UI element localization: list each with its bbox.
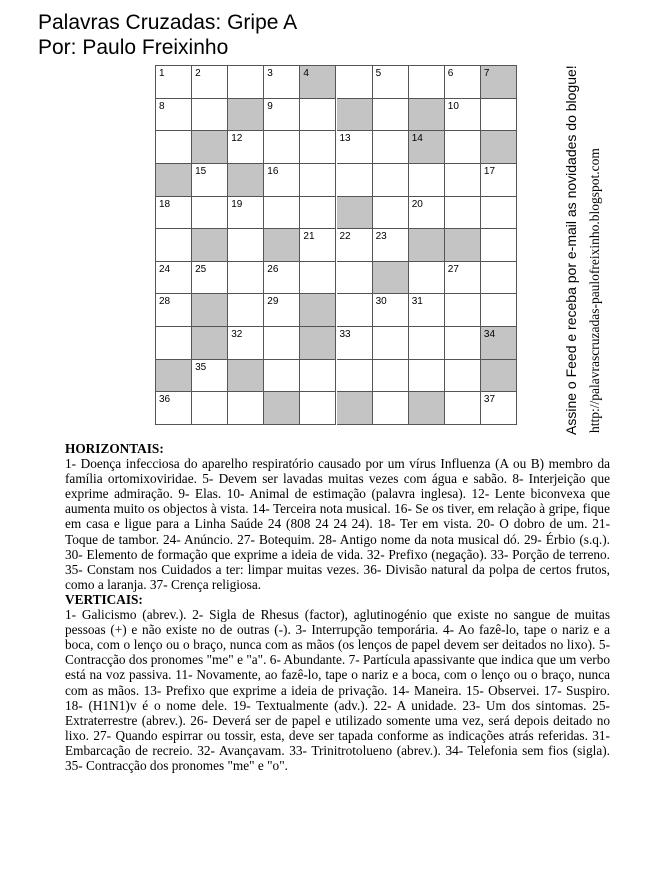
clue-number: 8 xyxy=(159,100,165,112)
grid-cell[interactable] xyxy=(481,197,517,230)
grid-cell[interactable] xyxy=(228,66,264,99)
clue-number: 19 xyxy=(231,198,243,210)
grid-cell[interactable] xyxy=(264,197,300,230)
crossword-grid[interactable] xyxy=(155,65,517,425)
black-cell xyxy=(409,392,445,425)
horizontal-heading: HORIZONTAIS: xyxy=(65,441,164,456)
clue-number: 17 xyxy=(483,165,496,177)
grid-cell[interactable] xyxy=(192,66,228,99)
grid-cell[interactable] xyxy=(373,164,409,197)
clue-number: 35 xyxy=(195,361,207,373)
black-cell xyxy=(156,164,192,197)
clue-number: 31 xyxy=(411,296,423,308)
grid-cell[interactable] xyxy=(300,360,336,393)
clue-number: 7 xyxy=(483,68,490,79)
grid-cell[interactable] xyxy=(445,131,481,164)
black-cell xyxy=(409,229,445,262)
clue-number: 24 xyxy=(159,263,171,275)
grid-cell[interactable] xyxy=(156,99,192,132)
grid-cell[interactable] xyxy=(373,392,409,425)
black-cell xyxy=(409,131,445,164)
subscribe-text: Assine o Feed e receba por e-mail as novidades do blogue! xyxy=(563,65,579,435)
vertical-heading: VERTICAIS: xyxy=(65,591,143,607)
clue-number: 16 xyxy=(267,165,279,177)
grid-cell[interactable] xyxy=(192,262,228,295)
grid-cell[interactable] xyxy=(156,392,192,425)
black-cell xyxy=(481,131,517,164)
grid-cell[interactable] xyxy=(445,99,481,132)
grid-cell[interactable] xyxy=(445,392,481,425)
black-cell xyxy=(264,392,300,425)
grid-cell[interactable] xyxy=(264,360,300,393)
clue-number: 2 xyxy=(195,68,201,79)
grid-cell[interactable] xyxy=(337,229,373,262)
clues-section xyxy=(65,441,610,773)
grid-cell[interactable] xyxy=(445,294,481,327)
grid-cell[interactable] xyxy=(300,131,336,164)
grid-cell[interactable] xyxy=(481,164,517,197)
grid-cell[interactable] xyxy=(337,131,373,164)
clue-number: 33 xyxy=(339,329,351,341)
black-cell xyxy=(228,99,264,132)
clue-number: 37 xyxy=(483,394,496,406)
grid-cell[interactable] xyxy=(337,327,373,360)
grid-cell[interactable] xyxy=(192,360,228,393)
black-cell xyxy=(300,66,336,99)
grid-cell[interactable] xyxy=(264,131,300,164)
clue-number: 32 xyxy=(231,329,243,341)
clue-number: 28 xyxy=(159,296,171,308)
black-cell xyxy=(337,197,373,230)
black-cell xyxy=(300,294,336,327)
clue-number: 21 xyxy=(303,231,315,243)
clue-number: 23 xyxy=(375,231,387,243)
grid-cell[interactable] xyxy=(373,197,409,230)
grid-cell[interactable] xyxy=(228,327,264,360)
black-cell xyxy=(445,229,481,262)
grid-cell[interactable] xyxy=(228,294,264,327)
black-cell xyxy=(228,164,264,197)
grid-cell[interactable] xyxy=(300,197,336,230)
blog-url[interactable]: http://palavrascruzadas-paulofreixinho.blogspot.com xyxy=(587,148,602,433)
grid-cell[interactable] xyxy=(156,229,192,262)
black-cell xyxy=(192,294,228,327)
black-cell xyxy=(409,99,445,132)
black-cell xyxy=(192,327,228,360)
clue-number: 9 xyxy=(267,100,273,112)
grid-cell[interactable] xyxy=(409,360,445,393)
black-cell xyxy=(192,131,228,164)
grid-cell[interactable] xyxy=(228,131,264,164)
clue-number: 34 xyxy=(483,329,496,341)
grid-cell[interactable] xyxy=(300,99,336,132)
grid-cell[interactable] xyxy=(373,327,409,360)
clue-number: 4 xyxy=(303,68,309,79)
black-cell xyxy=(300,327,336,360)
horizontal-clues: 1- Doença infecciosa do aparelho respiratório causado por um vírus Influenza (A ou B) membro da família ortomixoviridae. 5- Devem ser lavadas muitas vezes com água e sabão. 8- Interjeição que exprime admiração. 9- Elas. 10- Animal de estimação (palavra inglesa). 12- Lente biconvexa que aumenta muito os objectos à vista. 14- Terceira nota musical. 16- Se os tiver, em relação à gripe, fique em casa e ligue para a Linha Saúde 24 (808 24 24 24). 18- Ter em vista. 20- O dobro de um. 21- Toque de tambor. 24- Anúncio. 27- Botequim. 28- Antigo nome da nota musical dó. 29- Érbio (s.q.). 30- Elemento de formação que exprime a ideia de vida. 32- Prefixo (negação). 33- Porção de terreno. 35- Constam nos Cuidados a ter: limpar muitas vezes. 36- Divisão natural da polpa de certos frutos, como a laranja. 37- Crença religiosa. xyxy=(65,456,610,592)
grid-cell[interactable] xyxy=(373,66,409,99)
grid-cell[interactable] xyxy=(337,66,373,99)
grid-cell[interactable] xyxy=(445,262,481,295)
grid-cell[interactable] xyxy=(409,197,445,230)
grid-cell[interactable] xyxy=(192,197,228,230)
vertical-clues: 1- Galicismo (abrev.). 2- Sigla de Rhesus (factor), aglutinogénio que existe no sangue de muitas pessoas (+) e não existe no de outras (-). 3- Interrupção temporária. 4- Ao fazê-lo, tape o nariz e a boca, com o lenço ou o braço, nunca com as mãos (os lenços de papel devem ser deitados no lixo). 5- Contracção dos pronomes "me" e "a". 6- Abundante. 7- Partícula apassivante que indica que um verbo está na voz passiva. 11- Novamente, ao fazê-lo, tape o nariz e a boca, com o lenço ou o braço, nunca com as mãos. 13- Prefixo que exprime a ideia de privação. 14- Maneira. 15- Observei. 17- Suspiro. 18- (H1N1)v é o nome dele. 19- Textualmente (adv.). 22- A unidade. 23- Um dos sintomas. 25- Extraterrestre (abrev.). 26- Deverá ser de papel e utilizado somente uma vez, será depois deitado no lixo. 27- Quando espirrar ou tossir, esta, deve ser tapada conforme as indicações atrás referidas. 31- Embarcação de recreio. 32- Avançavam. 33- Trinitrotolueno (abrev.). 34- Telefonia sem fios (sigla). 35- Contracção dos pronomes "me" e "o". xyxy=(65,607,610,773)
grid-cell[interactable] xyxy=(300,392,336,425)
grid-cell[interactable] xyxy=(445,197,481,230)
grid-cell[interactable] xyxy=(192,164,228,197)
grid-cell[interactable] xyxy=(228,392,264,425)
grid-cell[interactable] xyxy=(228,197,264,230)
clue-number: 13 xyxy=(339,133,351,145)
grid-cell[interactable] xyxy=(409,66,445,99)
grid-cell[interactable] xyxy=(228,262,264,295)
grid-cell[interactable] xyxy=(445,327,481,360)
grid-cell[interactable] xyxy=(373,131,409,164)
clue-number: 15 xyxy=(195,165,207,177)
grid-cell[interactable] xyxy=(337,164,373,197)
grid-cell[interactable] xyxy=(264,327,300,360)
grid-cell[interactable] xyxy=(373,229,409,262)
clue-number: 14 xyxy=(411,133,423,145)
grid-cell[interactable] xyxy=(445,360,481,393)
grid-cell[interactable] xyxy=(445,164,481,197)
grid-cell[interactable] xyxy=(264,99,300,132)
grid-cell[interactable] xyxy=(337,262,373,295)
grid-cell[interactable] xyxy=(481,262,517,295)
grid-cell[interactable] xyxy=(445,66,481,99)
grid-cell[interactable] xyxy=(156,327,192,360)
header xyxy=(38,10,297,60)
grid-cell[interactable] xyxy=(156,131,192,164)
black-cell xyxy=(228,360,264,393)
grid-cell[interactable] xyxy=(300,164,336,197)
grid-cell[interactable] xyxy=(481,392,517,425)
grid-cell[interactable] xyxy=(264,294,300,327)
grid-cell[interactable] xyxy=(409,164,445,197)
black-cell xyxy=(192,229,228,262)
grid-cell[interactable] xyxy=(300,262,336,295)
grid-cell[interactable] xyxy=(481,294,517,327)
grid-cell[interactable] xyxy=(156,197,192,230)
grid-cell[interactable] xyxy=(337,360,373,393)
grid-cell[interactable] xyxy=(409,262,445,295)
grid-cell[interactable] xyxy=(264,164,300,197)
grid-cell[interactable] xyxy=(373,294,409,327)
clue-number: 12 xyxy=(231,133,243,145)
grid-cell[interactable] xyxy=(409,294,445,327)
clue-number: 6 xyxy=(447,68,454,79)
grid-cell[interactable] xyxy=(373,360,409,393)
black-cell xyxy=(481,327,517,360)
author-line: Por: Paulo Freixinho xyxy=(38,36,229,59)
clue-number: 30 xyxy=(375,296,387,308)
page-title: Palavras Cruzadas: Gripe A xyxy=(38,11,298,34)
grid-cell[interactable] xyxy=(300,229,336,262)
clue-number: 20 xyxy=(411,198,423,210)
clue-number: 36 xyxy=(159,394,171,406)
grid-cell[interactable] xyxy=(264,66,300,99)
black-cell xyxy=(156,360,192,393)
clue-number: 1 xyxy=(159,68,165,79)
black-cell xyxy=(373,262,409,295)
grid-cell[interactable] xyxy=(228,229,264,262)
grid-cell[interactable] xyxy=(156,294,192,327)
grid-cell[interactable] xyxy=(481,229,517,262)
clue-number: 25 xyxy=(195,263,207,275)
clue-number: 29 xyxy=(267,296,279,308)
black-cell xyxy=(481,360,517,393)
clue-number: 22 xyxy=(339,231,351,243)
grid-cell[interactable] xyxy=(481,99,517,132)
black-cell xyxy=(264,229,300,262)
clue-number: 27 xyxy=(447,263,459,275)
clue-number: 26 xyxy=(267,263,279,275)
grid-cell[interactable] xyxy=(192,392,228,425)
grid-cell[interactable] xyxy=(264,262,300,295)
grid-cell[interactable] xyxy=(373,99,409,132)
grid-cell[interactable] xyxy=(192,99,228,132)
grid-cell[interactable] xyxy=(156,66,192,99)
black-cell xyxy=(481,66,517,99)
clue-number: 10 xyxy=(447,100,459,112)
black-cell xyxy=(337,392,373,425)
clue-number: 5 xyxy=(375,68,382,79)
clue-number: 3 xyxy=(267,68,273,79)
grid-cell[interactable] xyxy=(337,294,373,327)
grid-cell[interactable] xyxy=(409,327,445,360)
clue-number: 18 xyxy=(159,198,171,210)
grid-cell[interactable] xyxy=(156,262,192,295)
black-cell xyxy=(337,99,373,132)
